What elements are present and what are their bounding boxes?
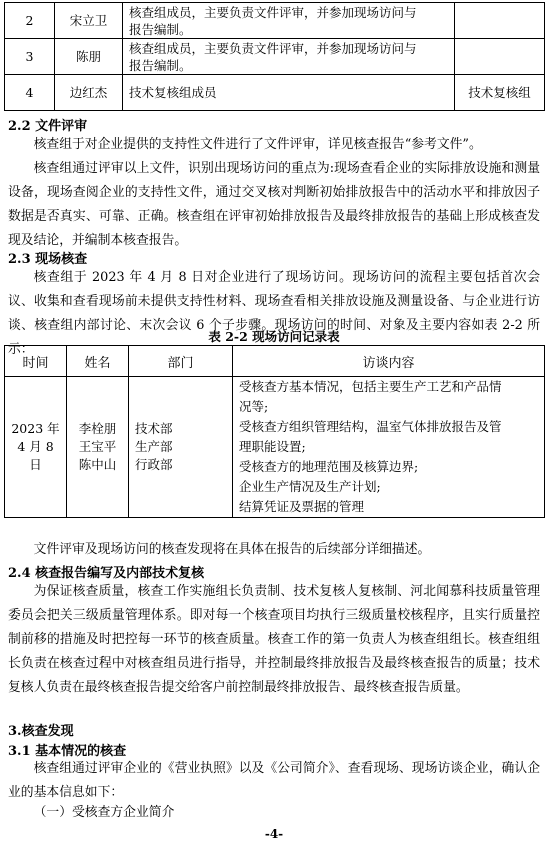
table-row	[5, 39, 545, 75]
member-duty	[123, 39, 455, 75]
paragraph: 文件评审及现场访问的核查发现将在具体在报告的后续部分详细描述。	[33, 542, 431, 557]
table-row	[5, 3, 545, 39]
visit-name: 陈中山	[78, 457, 117, 472]
visit-record-table	[4, 345, 545, 518]
visit-dept: 技术部	[135, 421, 173, 436]
content-line: 况等;	[239, 399, 269, 414]
member-duty	[123, 3, 455, 39]
content-line: 受核查方基本情况，包括主要生产工艺和产品情	[239, 379, 502, 394]
content-line: 结算凭证及票据的管理	[239, 499, 365, 514]
visit-time-line: 2023 年	[11, 421, 60, 436]
duty-line: 核查组成员，主要负责文件评审，并参加现场访问与	[129, 4, 417, 20]
visit-names	[67, 377, 129, 518]
visit-depts	[129, 377, 233, 518]
list-item: （一）受核查方企业简介	[33, 805, 175, 820]
table-row	[5, 75, 545, 111]
content-line: 受核查方组织管理结构，温室气体排放报告及管	[239, 419, 502, 434]
visit-time-line: 4 月 8 日	[17, 439, 54, 472]
content-line: 受核查方的地理范围及核算边界;	[239, 459, 419, 474]
visit-time	[5, 377, 67, 518]
section-heading-3: 3.核查发现	[8, 724, 74, 739]
member-note	[455, 3, 545, 39]
visit-dept: 行政部	[135, 457, 173, 472]
section-heading-2-3: 2.3 现场核查	[8, 252, 88, 267]
staff-table	[4, 2, 545, 111]
content-line: 企业生产情况及生产计划;	[239, 479, 381, 494]
header-dept: 部门	[129, 346, 233, 377]
member-note	[455, 39, 545, 75]
header-content: 访谈内容	[233, 346, 545, 377]
paragraph: 核查组于 2023 年 4 月 8 日对企业进行了现场访问。现场访问的流程主要包括首次会议、收集和查看现场前未提供支持性材料、现场查看相关排放设施及测量设备、与企业进行访谈、核查组内部讨论、末次会议 6 个子步骤。现场访问的时间、对象及主要内容如表 2-2 所示：	[8, 270, 540, 357]
member-name: 陈朋	[55, 39, 123, 75]
duty-line: 核查组成员，主要负责文件评审，并参加现场访问与	[129, 40, 417, 56]
duty-line: 报告编制。	[129, 57, 192, 73]
paragraph: 为保证核查质量，核查工作实施组长负责制、技术复核人复核制、河北闻慕科技质量管理委员会把关三级质量管理体系。即对每一个核查项目均执行三级质量校核程序，且实行质量控制前移的措施及时把控每一环节的核查质量。核查工作的第一负责人为核查组组长。核查组组长负责在核查过程中对核查组员进行指导，并控制最终排放报告及最终核查报告的质量；技术复核人负责在最终核查报告提交给客户前控制最终排放报告、最终核查报告质量。	[8, 584, 540, 695]
content-line: 理职能设置;	[239, 439, 306, 454]
visit-name: 李栓朋	[78, 421, 117, 436]
visit-content	[233, 377, 545, 518]
row-number: 2	[5, 3, 55, 39]
member-name: 宋立卫	[55, 3, 123, 39]
header-name: 姓名	[67, 346, 129, 377]
row-number: 3	[5, 39, 55, 75]
row-number: 4	[5, 75, 55, 111]
section-heading-2-2: 2.2 文件评审	[8, 119, 88, 134]
table-caption: 表 2-2 现场访问记录表	[208, 329, 340, 344]
member-duty: 技术复核组成员	[123, 75, 455, 111]
table-header-row	[5, 346, 545, 377]
duty-line: 报告编制。	[129, 21, 192, 37]
member-note: 技术复核组	[455, 75, 545, 111]
table-row	[5, 377, 545, 518]
section-heading-2-4: 2.4 核查报告编写及内部技术复核	[8, 566, 205, 581]
section-heading-3-1: 3.1 基本情况的核查	[8, 744, 127, 759]
paragraph: 核查组于对企业提供的支持性文件进行了文件评审，详见核查报告“参考文件”。	[33, 137, 482, 152]
header-time: 时间	[5, 346, 67, 377]
visit-dept: 生产部	[135, 439, 173, 454]
paragraph: 核查组通过评审企业的《营业执照》以及《公司简介》、查看现场、现场访谈企业，确认企业的基本信息如下：	[8, 761, 540, 800]
paragraph: 核查组通过评审以上文件，识别出现场访问的重点为:现场查看企业的实际排放设施和测量设备，现场查阅企业的支持性文件，通过交叉核对判断初始排放报告中的活动水平和排放因子数据是否真实、可靠、正确。核查组在评审初始排放报告及最终排放报告的基础上形成核查发现及结论，并编制本核查报告。	[8, 161, 540, 248]
page-number: -4-	[264, 827, 284, 841]
visit-name: 王宝平	[78, 439, 117, 454]
member-name: 边红杰	[55, 75, 123, 111]
